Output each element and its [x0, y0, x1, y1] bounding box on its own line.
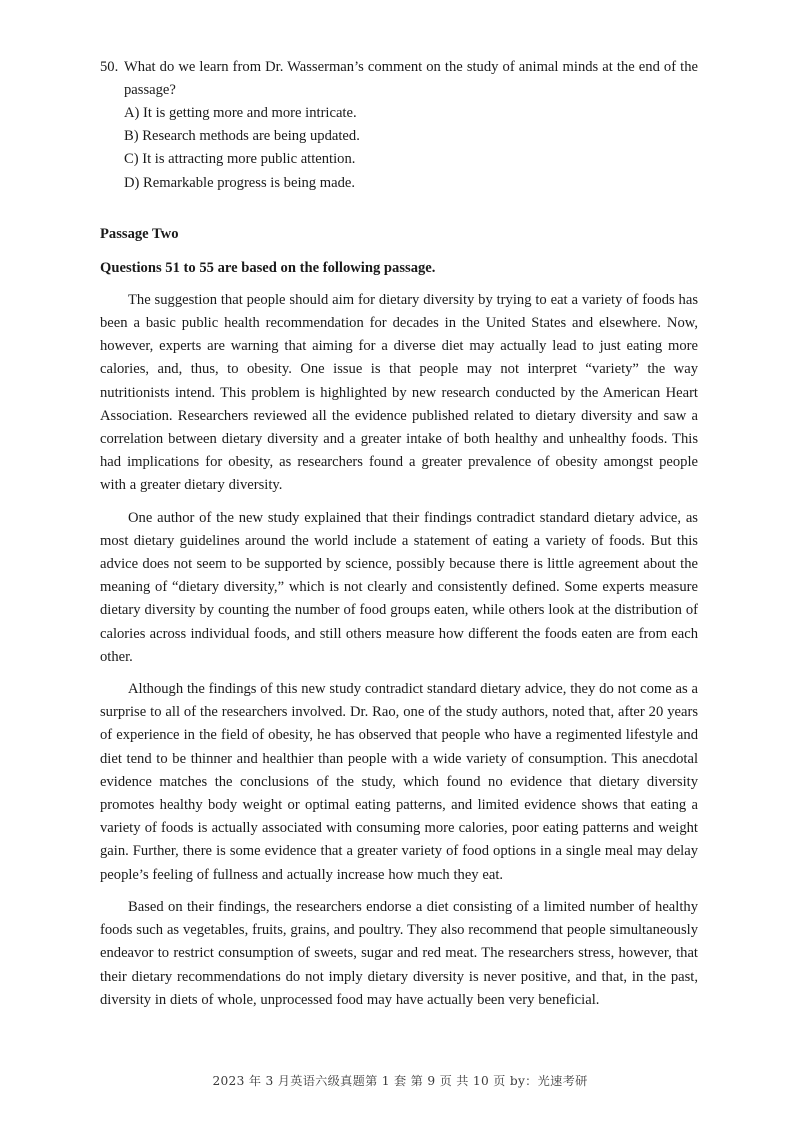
option-c[interactable]: C) It is attracting more public attention. [124, 151, 356, 168]
option-a[interactable]: A) It is getting more and more intricate. [124, 105, 357, 121]
page-content [100, 56, 698, 1012]
passage-paragraph-4: Based on their findings, the researchers endorse a diet consisting of a limited number of healthy foods such as vegetables, fruits, grains, and poultry. They also recommend that people simultaneously endeavor to restrict consumption of sweets, sugar and red meat. The researchers stress, however, that their dietary recommendations do not imply dietary diversity is never positive, and that, in the past, diversity in diets of whole, unprocessed food may have actually been very beneficial. [100, 898, 698, 1008]
option-d[interactable]: D) Remarkable progress is being made. [124, 174, 355, 191]
passage-paragraph-2: One author of the new study explained that their findings contradict standard dietary advice, as most dietary guidelines around the world include a statement of eating a variety of foods. But this advice does not seem to be supported by science, possibly because there is little agreement about the meaning of “dietary diversity,” which is not clearly and consistently defined. Some experts measure dietary diversity by counting the number of food groups eaten, while others look at the distribution of calories across individual foods, and still others measure how different the foods eaten are from each other. [100, 509, 698, 665]
passage-title: Passage Two [100, 225, 179, 242]
passage-body [100, 289, 698, 1012]
question-text: What do we learn from Dr. Wasserman’s comment on the study of animal minds at the end of the passage? [124, 59, 698, 98]
page-footer: 2023 年 3 月英语六级真题第 1 套 第 9 页 共 10 页 by：光速考研 [212, 1074, 588, 1088]
question-block-50 [100, 56, 698, 195]
passage-paragraph-1: The suggestion that people should aim for dietary diversity by trying to eat a variety of foods has been a basic public health recommendation for decades in the United States and elsewhere. Now, however, experts are warning that aiming for a diverse diet may actually lead to just eating more calories, and, thus, to obesity. One issue is that people may not interpret “variety” the way nutritionists intend. This problem is highlighted by new research conducted by the American Heart Association. Researchers reviewed all the evidence published related to dietary diversity and saw a correlation between dietary diversity and a greater intake of both healthy and unhealthy foods. This had implications for obesity, as researchers found a greater prevalence of obesity amongst people with a greater dietary diversity. [100, 291, 698, 494]
option-b[interactable]: B) Research methods are being updated. [124, 128, 360, 145]
question-number: 50. [100, 59, 119, 75]
passage-paragraph-3: Although the findings of this new study contradict standard dietary advice, they do not come as a surprise to all of the researchers involved. Dr. Rao, one of the study authors, noted that, after 20 years of experience in the field of obesity, he has observed that people who have a regimented lifestyle and diet tend to be thinner and healthier than people with a wide variety of consumption. This anecdotal evidence matches the conclusions of the study, which found no evidence that dietary diversity promotes healthy body weight or optimal eating patterns, and limited evidence shows that eating a variety of foods is actually associated with consuming more calories, poor eating patterns and weight gain. Further, there is some evidence that a greater variety of food options in a single meal may delay people’s feeling of fullness and actually increase how much they eat. [100, 681, 698, 883]
question-stem [100, 56, 698, 101]
answer-options-list [100, 102, 698, 195]
passage-directions: Questions 51 to 55 are based on the following passage. [100, 259, 436, 276]
